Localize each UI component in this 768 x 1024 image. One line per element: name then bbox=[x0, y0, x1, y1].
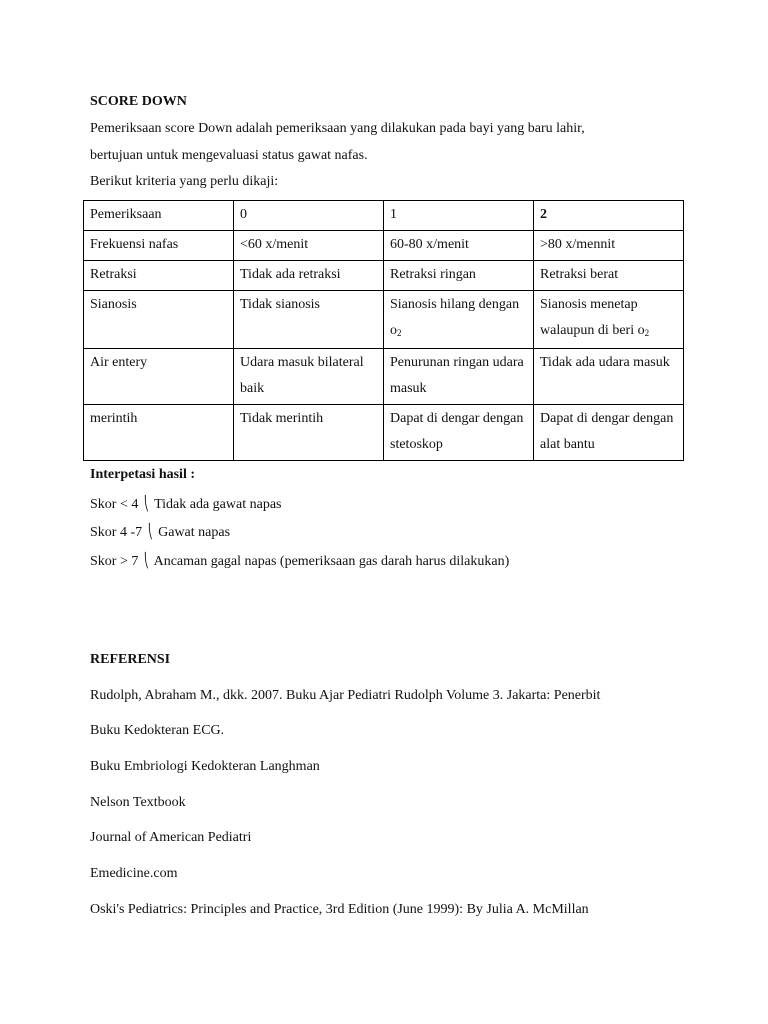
reference-item: Rudolph, Abraham M., dkk. 2007. Buku Ajar Pediatri Rudolph Volume 3. Jakarta: Penerbit bbox=[90, 688, 601, 703]
intro-line-3: Berikut kriteria yang perlu dikaji: bbox=[90, 174, 279, 189]
score-meaning: Ancaman gagal napas (pemeriksaan gas darah harus dilakukan) bbox=[153, 554, 510, 569]
subscript: 2 bbox=[397, 328, 402, 338]
table-header-row bbox=[84, 201, 684, 231]
reference-item: Emedicine.com bbox=[90, 866, 178, 881]
table-cell: Retraksi berat bbox=[534, 261, 684, 291]
table-cell: >80 x/mennit bbox=[534, 231, 684, 261]
table-cell: Tidak merintih bbox=[234, 405, 384, 461]
table-row bbox=[84, 405, 684, 461]
table-cell: 60-80 x/menit bbox=[384, 231, 534, 261]
table-cell: Retraksi ringan bbox=[384, 261, 534, 291]
arrow-icon: ⎝ bbox=[147, 525, 153, 540]
criteria-table bbox=[83, 200, 684, 461]
table-cell: Tidak ada udara masuk bbox=[534, 349, 684, 405]
table-header-cell: 0 bbox=[234, 201, 384, 231]
table-cell: Dapat di dengar dengan stetoskop bbox=[384, 405, 534, 461]
table-header-cell: Pemeriksaan bbox=[84, 201, 234, 231]
table-cell: Retraksi bbox=[84, 261, 234, 291]
table-cell: <60 x/menit bbox=[234, 231, 384, 261]
score-range: Skor < 4 bbox=[90, 497, 139, 512]
reference-item: Buku Kedokteran ECG. bbox=[90, 723, 225, 738]
table-cell: Frekuensi nafas bbox=[84, 231, 234, 261]
references-title: REFERENSI bbox=[90, 652, 171, 667]
score-item bbox=[90, 496, 282, 513]
score-range: Skor 4 -7 bbox=[90, 525, 143, 540]
score-range: Skor > 7 bbox=[90, 554, 139, 569]
reference-item: Oski's Pediatrics: Principles and Practice, 3rd Edition (June 1999): By Julia A. McMillan bbox=[90, 902, 589, 917]
reference-item: Journal of American Pediatri bbox=[90, 830, 252, 845]
score-item bbox=[90, 553, 509, 570]
table-cell: Air entery bbox=[84, 349, 234, 405]
page-title: SCORE DOWN bbox=[90, 94, 187, 109]
table-cell: merintih bbox=[84, 405, 234, 461]
table-cell bbox=[384, 291, 534, 349]
arrow-icon: ⎝ bbox=[143, 497, 149, 512]
arrow-icon: ⎝ bbox=[143, 554, 149, 569]
interpretation-title: Interpetasi hasil : bbox=[90, 467, 195, 482]
reference-item: Buku Embriologi Kedokteran Langhman bbox=[90, 759, 320, 774]
score-item bbox=[90, 524, 230, 541]
score-meaning: Tidak ada gawat napas bbox=[154, 497, 282, 512]
table-row bbox=[84, 231, 684, 261]
intro-line-2: bertujuan untuk mengevaluasi status gawat nafas. bbox=[90, 148, 368, 163]
table-cell: Tidak ada retraksi bbox=[234, 261, 384, 291]
cell-text: Sianosis menetap walaupun di beri o bbox=[540, 297, 645, 338]
table-row bbox=[84, 291, 684, 349]
cell-text: Sianosis hilang dengan o bbox=[390, 297, 520, 338]
reference-item: Nelson Textbook bbox=[90, 795, 186, 810]
table-cell: Tidak sianosis bbox=[234, 291, 384, 349]
table-row bbox=[84, 261, 684, 291]
table-cell: Udara masuk bilateral baik bbox=[234, 349, 384, 405]
table-cell: Penurunan ringan udara masuk bbox=[384, 349, 534, 405]
subscript: 2 bbox=[644, 328, 650, 338]
table-cell: Sianosis bbox=[84, 291, 234, 349]
table-header-cell: 1 bbox=[384, 201, 534, 231]
table-cell bbox=[534, 291, 684, 349]
table-header-cell: 2 bbox=[534, 201, 684, 231]
table-cell: Dapat di dengar dengan alat bantu bbox=[534, 405, 684, 461]
score-meaning: Gawat napas bbox=[158, 525, 231, 540]
intro-line-1: Pemeriksaan score Down adalah pemeriksaan yang dilakukan pada bayi yang baru lahir, bbox=[90, 121, 585, 136]
table-row bbox=[84, 349, 684, 405]
